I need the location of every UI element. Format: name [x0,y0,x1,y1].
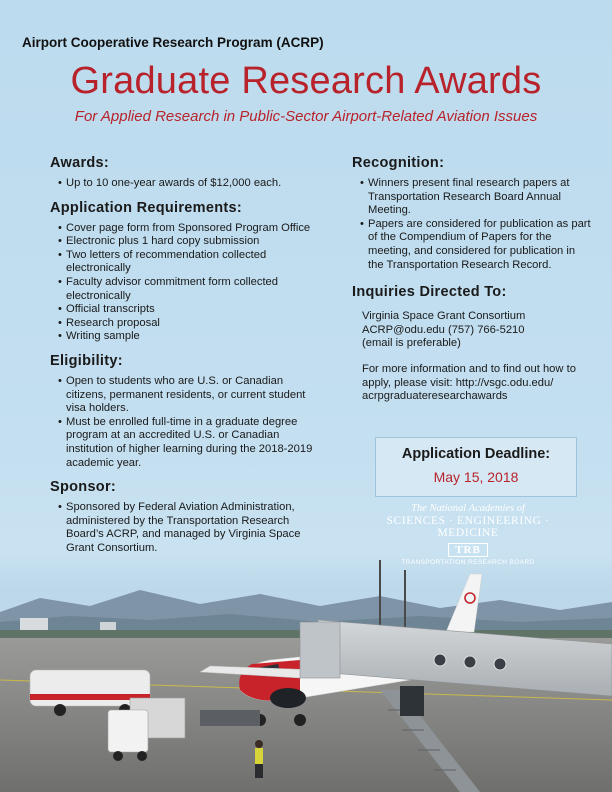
inquiries-section [352,284,592,404]
contact-note: (email is preferable) [362,337,461,350]
bridge-window [434,654,446,666]
deadline-heading: Application Deadline: [401,446,551,462]
deadline-date: May 15, 2018 [433,469,519,485]
landing-gear [294,714,306,726]
nas-logo-line1: The National Academies of [411,503,525,514]
sponsor-list [58,501,320,555]
right-column [352,155,592,413]
list-item: • Research proposal [58,317,320,331]
contact-block [362,310,592,404]
nas-logo-line2: SCIENCES · ENGINEERING · MEDICINE [386,515,550,539]
page-title: Graduate Research Awards [70,60,542,102]
list-item: • Two letters of recommendation collected electronically [58,249,320,276]
sponsor-section [50,479,320,555]
requirements-heading: Application Requirements: [50,199,242,216]
aircraft-engine [270,688,306,708]
national-academies-logo [366,503,570,539]
airport-photo [0,560,612,792]
requirements-section [50,200,320,344]
ground-worker-head [255,740,263,748]
more-info-link[interactable]: For more information and to find out how to apply, please visit: http://vsgc.odu.edu/ acrpgraduateresearchawards [362,362,576,403]
bridge-window [494,658,506,670]
awards-section [50,155,320,191]
awards-heading: Awards: [50,155,110,171]
list-item: • Electronic plus 1 hard copy submission [58,235,320,249]
list-item: • Official transcripts [58,303,320,317]
list-item: • Up to 10 one-year awards of $12,000 each. [58,177,320,191]
program-name: Airport Cooperative Research Program (ACRP) [22,35,324,50]
recognition-list [360,177,592,272]
recognition-section [352,155,592,272]
left-column [50,155,320,564]
jet-bridge-cab [300,622,340,678]
list-item: • Sponsored by Federal Aviation Administration, administered by the Transportation Research Board’s ACRP, and managed by Virginia Space Grant Consortium. [58,501,320,555]
distant-building [100,622,116,630]
awards-list [58,177,320,191]
baggage-cart [200,710,260,726]
tug-vehicle [108,710,148,752]
list-item: • Must be enrolled full-time in a graduate degree program at an accredited U.S. or Canadian institution of higher learning during the 2018-2019 academic year. [58,416,320,470]
list-item: • Faculty advisor commitment form collected electronically [58,276,320,303]
bridge-window [464,656,476,668]
tug-wheel [113,751,123,761]
inquiries-heading: Inquiries Directed To: [352,284,507,301]
list-item: • Winners present final research papers at Transportation Research Board Annual Meeting. [360,177,592,218]
eligibility-section [50,353,320,470]
contact-org: Virginia Space Grant Consortium [362,310,526,323]
tug-wheel [137,751,147,761]
list-item: • Cover page form from Sponsored Program Office [58,222,320,236]
page-subtitle: For Applied Research in Public-Sector Airport-Related Aviation Issues [74,108,538,125]
eligibility-list [58,375,320,470]
eligibility-heading: Eligibility: [50,352,123,369]
list-item: • Papers are considered for publication as part of the Compendium of Papers for the meeting, and considered for publication in the Transportation Research Record. [360,218,592,272]
sponsor-heading: Sponsor: [50,479,117,496]
recognition-heading: Recognition: [352,155,445,171]
truck-wheel [54,704,66,716]
list-item: • Writing sample [58,330,320,344]
trb-logo-mark: TRB [448,543,488,557]
list-item: • Open to students who are U.S. or Canadian citizens, permanent residents, or current student visa holders. [58,375,320,416]
bridge-support [400,686,424,716]
ground-worker-vest [255,748,263,764]
deadline-box [375,437,577,497]
ground-worker-legs [255,764,263,778]
distant-building [20,618,48,630]
requirements-list [58,222,320,344]
contact-email-phone[interactable]: ACRP@odu.edu (757) 766-5210 [362,323,525,336]
